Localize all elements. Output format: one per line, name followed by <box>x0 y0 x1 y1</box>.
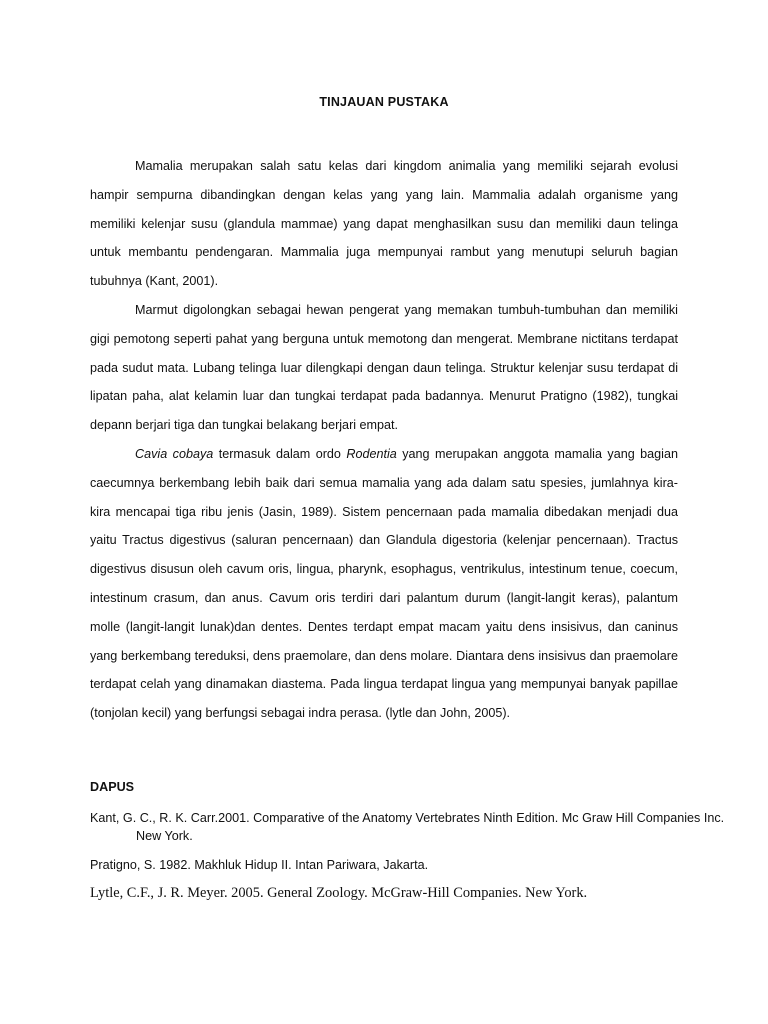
reference-item: Kant, G. C., R. K. Carr.2001. Comparative of the Anatomy Vertebrates Ninth Edition. Mc Graw Hill Companies Inc. New York. <box>90 811 725 843</box>
paragraph-marmut: Marmut digolongkan sebagai hewan pengerat yang memakan tumbuh-tumbuhan dan memiliki gigi pemotong seperti pahat yang berguna untuk memotong dan mengerat. Membrane nictitans terdapat pada sudut mata. Lubang telinga luar dilengkapi dengan daun telinga. Struktur kelenjar susu terdapat di lipatan paha, alat kelamin luar dan tungkai terdapat pada badannya. Menurut Pratigno (1982), tungkai depann berjari tiga dan tungkai belakang berjari empat. <box>90 302 678 433</box>
paragraph-cavia-text-a: termasuk dalam ordo <box>213 446 347 461</box>
document-body <box>90 152 678 728</box>
reference-item: Lytle, C.F., J. R. Meyer. 2005. General Zoology. McGraw-Hill Companies. New York. <box>90 885 588 901</box>
order-name: Rodentia <box>346 446 397 461</box>
references-heading: DAPUS <box>90 780 135 794</box>
paragraph-cavia <box>90 440 678 728</box>
document-title: TINJAUAN PUSTAKA <box>319 95 449 109</box>
reference-item: Pratigno, S. 1982. Makhluk Hidup II. Intan Pariwara, Jakarta. <box>90 858 429 872</box>
paragraph-mammalia: Mamalia merupakan salah satu kelas dari kingdom animalia yang memiliki sejarah evolusi hampir sempurna dibandingkan dengan kelas yang yang lain. Mammalia adalah organisme yang memiliki kelenjar susu (glandula mammae) yang dapat menghasilkan susu dan memiliki daun telinga untuk membantu pendengaran. Mammalia juga mempunyai rambut yang menutupi seluruh bagian tubuhnya (Kant, 2001). <box>90 159 678 289</box>
species-name: Cavia cobaya <box>135 446 214 461</box>
paragraph-cavia-text-b: yang merupakan anggota mamalia yang bagian caecumnya berkembang lebih baik dari semua mamalia yang ada dalam satu spesies, jumlahnya kira-kira mencapai tiga ribu jenis (Jasin, 1989). Sistem pencernaan pada mamalia dibedakan menjadi dua yaitu Tractus digestivus (saluran pencernaan) dan Glandula digestoria (kelenjar pencernaan). Tractus digestivus disusun oleh cavum oris, lingua, pharynk, esophagus, ventrikulus, intestinum tenue, coecum, intestinum crasum, dan anus. Cavum oris terdiri dari palantum durum (langit-langit keras), palantum molle (langit-langit lunak)dan dentes. Dentes terdapt empat macam yaitu dens insisivus, dan caninus yang berkembang tereduksi, dens praemolare, dan dens molare. Diantara dens insisivus dan praemolare terdapat celah yang dinamakan diastema. Pada lingua terdapat lingua yang mempunyai banyak papillae (tonjolan kecil) yang berfungsi sebagai indra perasa. (lytle dan John, 2005). <box>90 446 678 721</box>
